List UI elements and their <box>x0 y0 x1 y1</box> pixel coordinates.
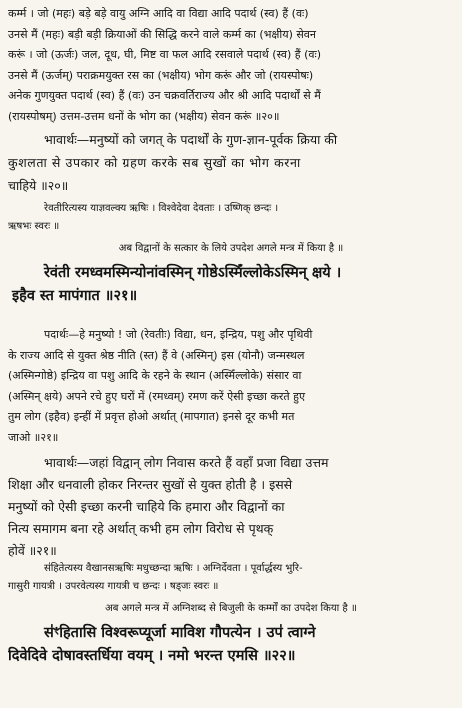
text-line: कर्म्म । जो (महः) बड़े बड़े वायु अग्नि आदि वा विद्या आदि पदार्थ (स्व) हैं (वः) <box>8 7 309 20</box>
text-line: जाओ ॥२१॥ <box>8 430 59 444</box>
mantra-line: इहैव स्त मापंगात ॥२१॥ <box>12 288 138 304</box>
text-line: चाहिये ॥२०॥ <box>8 178 69 193</box>
text-line: होवें ॥२१॥ <box>8 543 57 558</box>
text-line: (अस्मिन् क्षये) अपने रचे हुए घरों में (रमध्वम्) रमण करें ऐसी इच्छा करते हुए <box>8 389 306 403</box>
text-line: उनसे मैं (ऊर्जम्) पराक्रमयुक्त रस का (भक्षीय) भोग करूं और जो (रायस्पोषः) <box>8 68 314 82</box>
text-line: के राज्य आदि से युक्त श्रेष्ठ नीति (स्त) हैं वे (अस्मिन्) इस (योनौ) जन्मस्थल <box>8 348 305 362</box>
intro-22 <box>8 600 454 618</box>
text-line: कुशलता से उपकार को ग्रहण करके सब सुखों का भोग करना <box>8 155 301 170</box>
text-line: भावार्थः—मनुष्यों को जगत् के पदार्थों के गुण-ज्ञान-पूर्वक क्रिया की <box>44 132 338 147</box>
text-line: रेवतीरित्यस्य याज्ञवल्क्य ऋषिः । विश्वेदेवा देवताः । उष्णिक् छन्दः । <box>44 203 279 214</box>
mantra-line: रेवंती रमध्वमस्मिन्योनांवस्मिन् गोष्ठेऽस्मिँल्लोकेऽस्मिन् क्षये । <box>44 265 342 281</box>
text-line: नित्य समागम बना रहे अर्थात् कभी हम लोग विरोध से पृथक् <box>8 521 274 536</box>
padarth-21 <box>8 325 454 448</box>
mantra-line: दिवेदिवे दोषावस्तर्धिया वयम् । नमो भरन्त एमसि ॥२२॥ <box>8 648 296 664</box>
mantra-21 <box>8 262 454 308</box>
text-line: भावार्थः—जहां विद्वान् लोग निवास करते हैं वहाँ प्रजा विद्या उत्तम <box>44 455 329 470</box>
text-line: उनसे मैं (महः) बड़ी बड़ी क्रियाओं की सिद्धि करने वाले कर्म्म का (भक्षीय) सेवन <box>8 27 317 41</box>
text-line: पदार्थः—हे मनुष्यो ! जो (रेवतीः) विद्या, धन, इन्द्रिय, पशु और पृथिवी <box>44 328 313 341</box>
text-line: मनुष्यों को ऐसी इच्छा करनी चाहिये कि हमारा और विद्वानों का <box>8 499 285 514</box>
meta-mantra-21 <box>8 200 454 237</box>
text-line: गासुरी गायत्री । उपरवेत्यस्य गायत्री च छन्दः । षड्जः स्वरः ॥ <box>8 581 219 593</box>
text-line: ऋषभः स्वरः ॥ <box>8 221 60 233</box>
mantra-line: स॑ꣳहितासि विश्वरूप्यूर्जा माविश गौपत्येन । उप॑ त्वाग्ने <box>44 625 316 641</box>
text-line: अनेक गुणयुक्त पदार्थ (स्व) हैं (वः) उन चक्रवर्तिराज्य और श्री आदि पदार्थों से मैं <box>8 89 321 102</box>
text-line: करूं । जो (ऊर्जः) जल, दूध, घी, मिष्ट वा फल आदि रसवाले पदार्थ (स्व) हैं (वः) <box>8 48 322 61</box>
text-line: स॑हितेत्यस्य वैखानसऋषिः मधुच्छन्दा ऋषिः । अग्निर्देवता । पूर्वार्द्धस्य भुरि- <box>44 563 303 574</box>
text-line: अब विद्वानों के सत्कार के लिये उपदेश अगले मन्त्र में किया है ॥ <box>118 243 344 254</box>
bhavarth-21 <box>8 452 454 562</box>
text-line: (रायस्पोषम्) उत्तम-उत्तम धनों के भोग का (भक्षीय) सेवन करूं ॥२०॥ <box>8 109 280 123</box>
mantra-22 <box>8 622 454 668</box>
meta-mantra-22 <box>8 560 454 597</box>
text-line: तुम लोग (इहैव) इन्हीं में प्रवृत्त होओ अर्थात् (मापगात) इनसे दूर कभी मत <box>8 410 295 423</box>
paragraph-commentary-20 <box>8 4 454 127</box>
text-line: शिक्षा और धनवाली होकर निरन्तर सुखों से युक्त होती है । इससे <box>8 477 293 492</box>
text-line: (अस्मिन्गोष्ठे) इन्द्रिय वा पशु आदि के रहने के स्थान (अस्मिँल्लोके) संसार वा <box>8 369 302 382</box>
text-line: अब अगले मन्त्र में अग्निशब्द से बिजुली के कर्म्मों का उपदेश किया है ॥ <box>105 603 357 614</box>
intro-21 <box>8 240 454 258</box>
bhavarth-20 <box>8 128 454 197</box>
